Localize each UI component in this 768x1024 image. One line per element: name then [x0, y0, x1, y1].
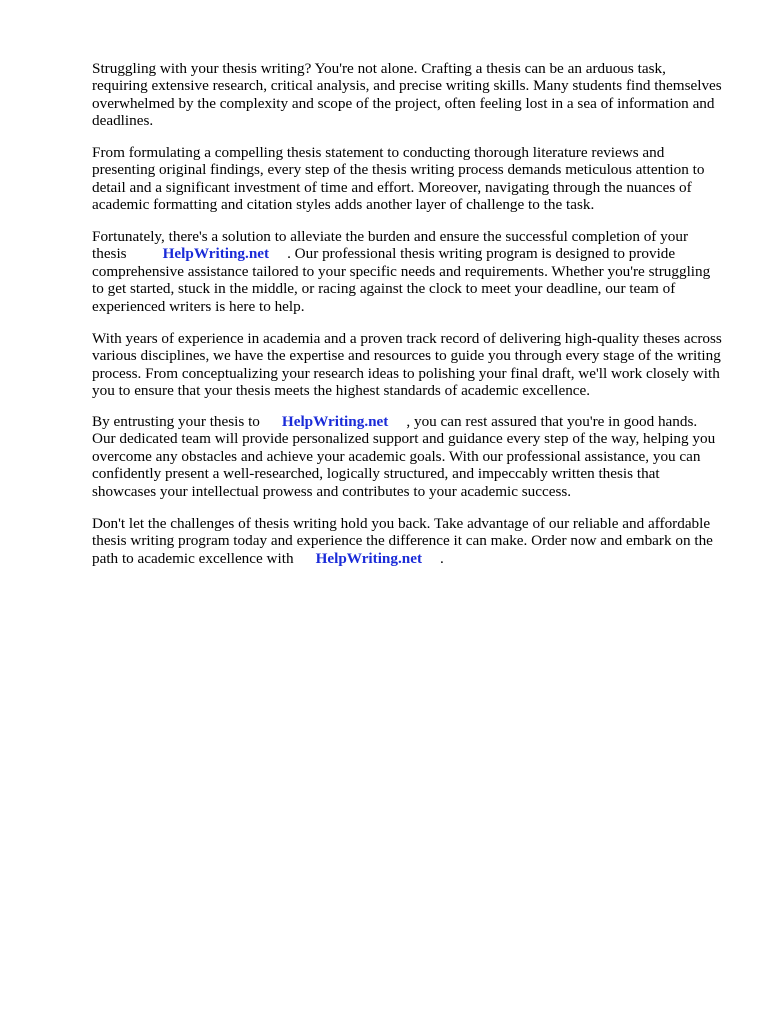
paragraph-call-to-action — [92, 515, 722, 567]
paragraph-solution-text-before: Fortunately, there's a solution to alleviate the burden and ensure the successful completion of your thesis — [92, 228, 689, 263]
paragraph-entrusting-text-after: , you can rest assured that you're in good hands. Our dedicated team will provide personalized support and guidance every step of the way, helping you overcome any obstacles and achieve your academic goals. With our professional assistance, you can confidently present a well-researched, logically structured, and impeccably written thesis that showcases your intellectual prowess and contributes to your academic success. — [92, 413, 716, 500]
paragraph-entrusting-text-before: By entrusting your thesis to — [92, 413, 260, 430]
paragraph-experience: With years of experience in academia and a proven track record of delivering high-quality theses across various disciplines, we have the expertise and resources to guide you through every stage of the writing process. From conceptualizing your research ideas to polishing your final draft, we'll work closely with you to ensure that your thesis meets the highest standards of academic excellence. — [92, 330, 722, 400]
paragraph-intro: Struggling with your thesis writing? You're not alone. Crafting a thesis can be an arduous task, requiring extensive research, critical analysis, and precise writing skills. Many students find themselves overwhelmed by the complexity and scope of the project, often feeling lost in a sea of information and deadlines. — [92, 60, 722, 130]
helpwriting-link-3[interactable]: HelpWriting.net — [315, 549, 423, 567]
paragraph-cta-text-before: Don't let the challenges of thesis writing hold you back. Take advantage of our reliable and affordable thesis writing program today and experience the difference it can make. Order now and embark on the path to academic excellence with — [92, 515, 713, 567]
helpwriting-link-1[interactable]: HelpWriting.net — [162, 245, 270, 263]
paragraph-solution-text-after: . Our professional thesis writing program is designed to provide comprehensive assistance tailored to your specific needs and requirements. Whether you're struggling to get started, stuck in the middle, or racing against the clock to meet your deadline, our team of experienced writers is here to help. — [92, 245, 711, 315]
paragraph-solution — [92, 228, 722, 315]
paragraph-challenges: From formulating a compelling thesis statement to conducting thorough literature reviews and presenting original findings, every step of the thesis writing process demands meticulous attention to detail and a significant investment of time and effort. Moreover, navigating through the nuances of academic formatting and citation styles adds another layer of challenge to the task. — [92, 144, 705, 214]
paragraph-entrusting — [92, 413, 722, 500]
helpwriting-link-2[interactable]: HelpWriting.net — [281, 413, 389, 430]
paragraph-cta-text-after: . — [440, 549, 444, 567]
